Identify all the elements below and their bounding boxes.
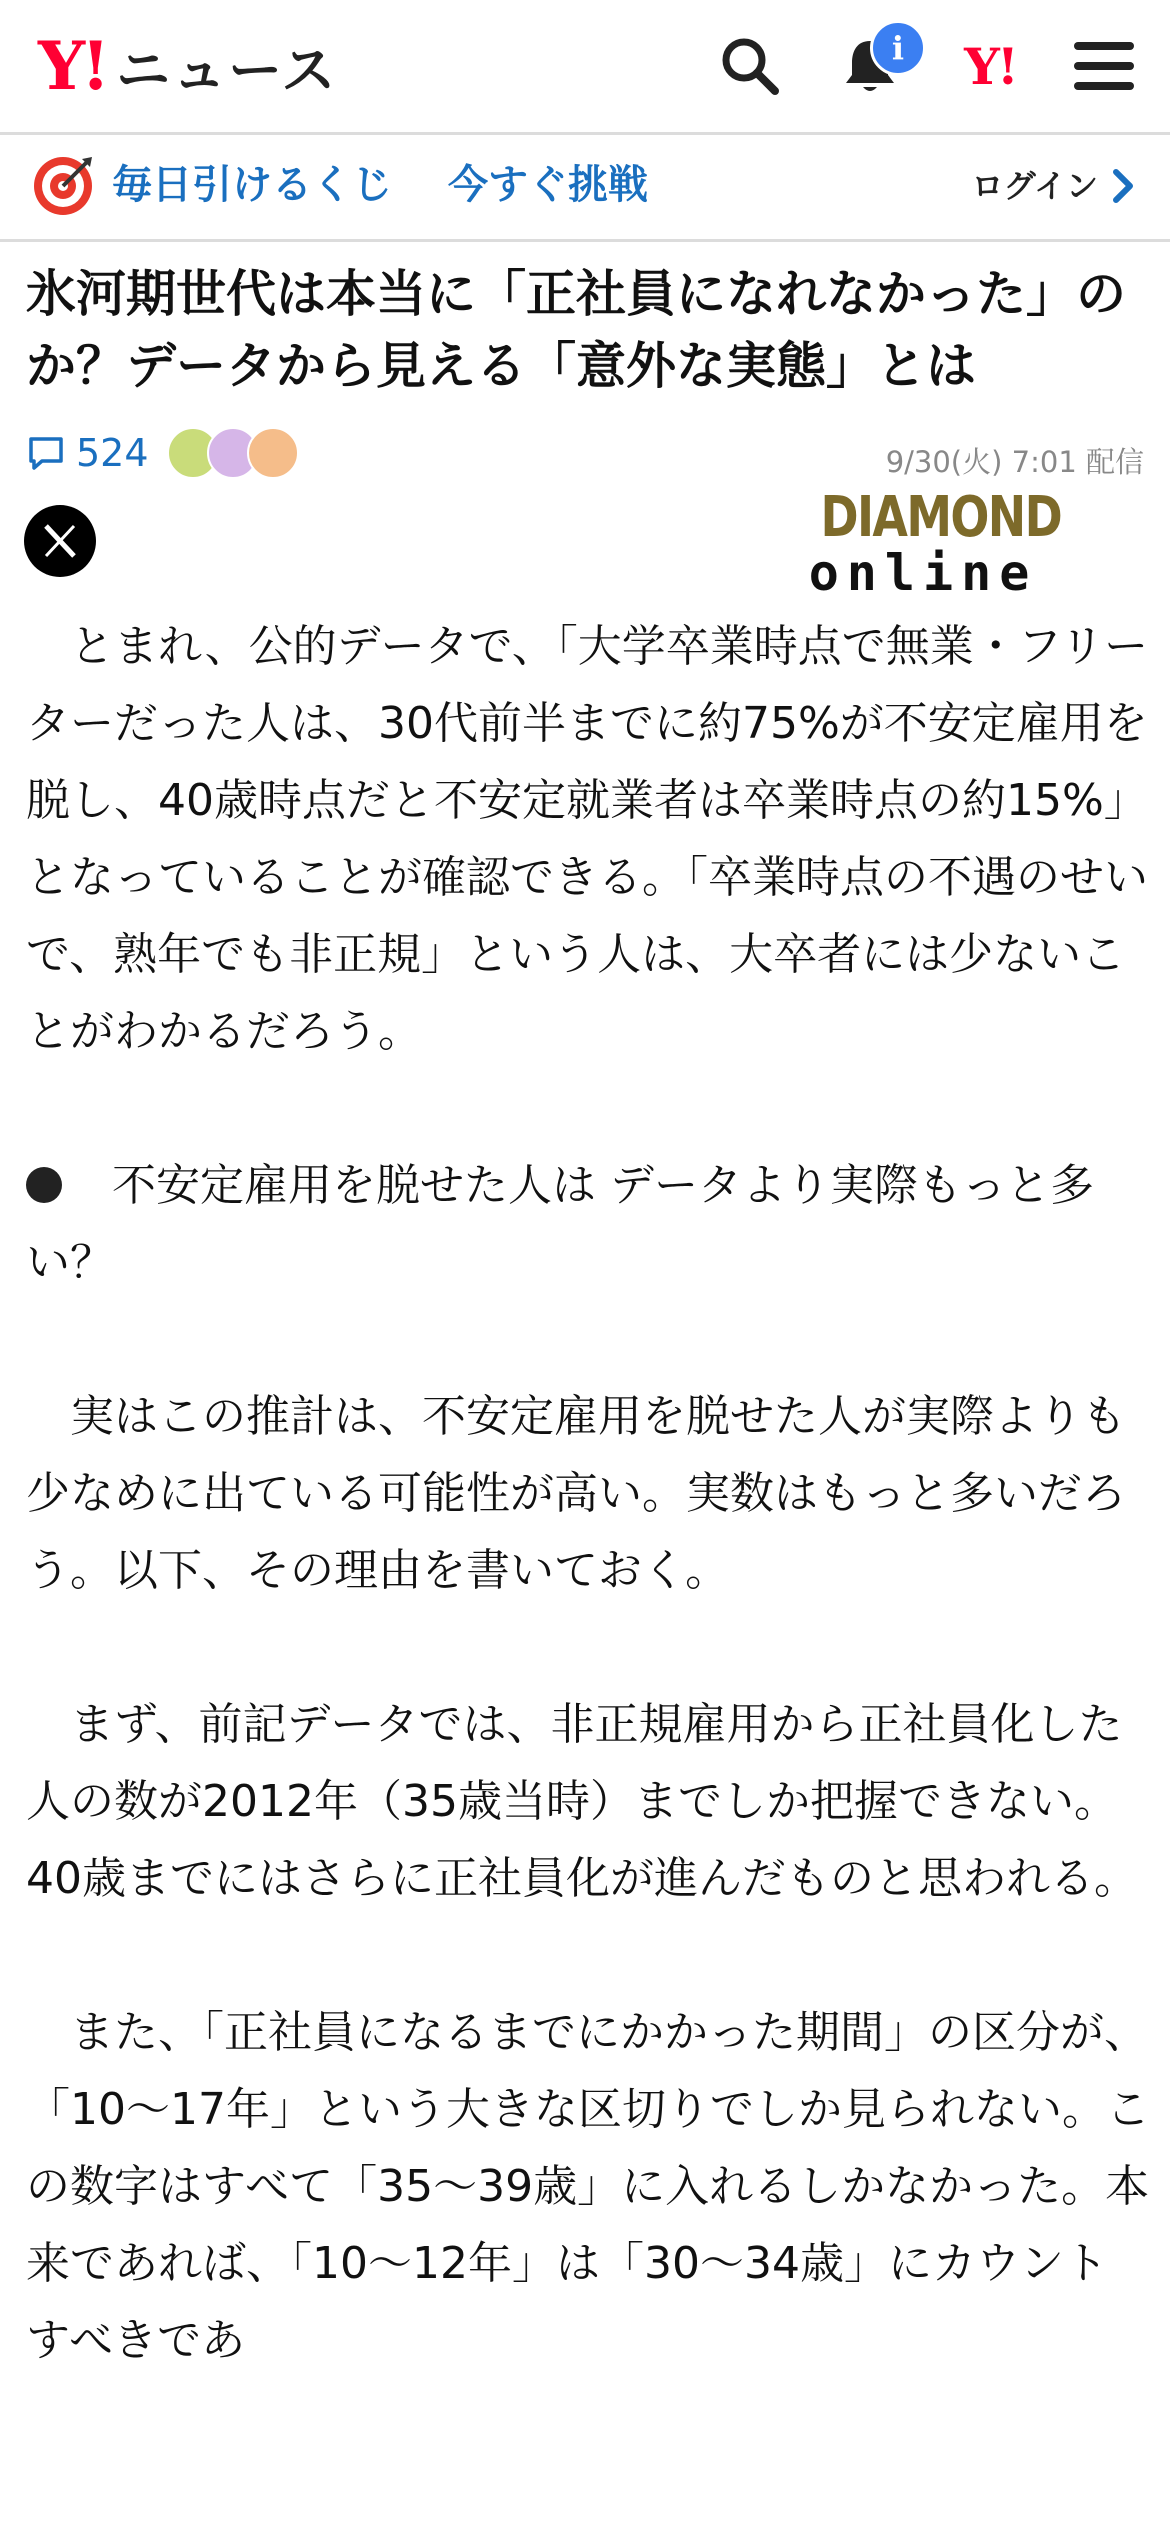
- publisher-name-top: DIAMOND: [820, 485, 1062, 550]
- x-logo-icon: [41, 522, 79, 560]
- article-paragraph: とまれ、公的データで、「大学卒業時点で無業・フリーターだった人は、30代前半までに約75%が不安定雇用を脱し、40歳時点だと不安定就業者は卒業時点の約15%」となっていることが確認できる。「卒業時点の不遇のせいで、熟年でも非正規」という人は、大卒者には少ないことがわかるだろう。: [26, 621, 1148, 1057]
- subheading-text: 不安定雇用を脱せた人は データより実際もっと多い？: [26, 1160, 1094, 1288]
- chevron-right-icon: [1108, 168, 1136, 204]
- login-label: ログイン: [971, 167, 1098, 205]
- daily-lottery-link[interactable]: 毎日引けるくじ: [112, 162, 392, 208]
- challenge-now-link[interactable]: 今すぐ挑戦: [448, 162, 648, 208]
- comment-count[interactable]: 524: [76, 431, 149, 475]
- publisher-name-bottom: online: [808, 544, 1038, 602]
- app-header: [0, 0, 1170, 135]
- yahoo-news-logo[interactable]: [38, 28, 337, 104]
- article-paragraph: また、「正社員になるまでにかかった期間」の区分が、「10～17年」という大きな区切りでしか見られない。この数字はすべて「35～39歳」に入れるしかなかった。本来であれば、「10～12年」は「30～34歳」にカウントすべきであ: [26, 2007, 1150, 2366]
- x-share-button[interactable]: [24, 505, 96, 577]
- article-meta: [26, 418, 297, 488]
- notification-badge: i: [870, 20, 926, 76]
- article-subheading: [26, 1147, 1150, 1301]
- article-paragraph: まず、前記データでは、非正規雇用から正社員化した人の数が2012年（35歳当時）までしか把握できない。40歳までにはさらに正社員化が進んだものと思われる。: [26, 1699, 1138, 1904]
- publish-date: 9/30(火) 7:01 配信: [885, 445, 1144, 479]
- bullet-icon: [26, 1167, 62, 1203]
- logo-mark: Y!: [38, 27, 107, 105]
- logo-text: ニュース: [116, 38, 338, 102]
- search-icon[interactable]: [712, 28, 788, 104]
- reaction-faces[interactable]: [167, 427, 297, 479]
- yahoo-mark: Y!: [964, 36, 1016, 96]
- yahoo-home-link[interactable]: [948, 28, 1032, 104]
- comment-icon[interactable]: [26, 433, 66, 473]
- publisher-logo[interactable]: [798, 485, 1062, 602]
- login-link[interactable]: [972, 161, 1136, 211]
- article-body: [26, 608, 1150, 2379]
- hamburger-menu-icon[interactable]: [1066, 28, 1142, 104]
- reaction-face-orange-icon: [247, 427, 299, 479]
- promo-bar: [0, 135, 1170, 242]
- article-paragraph: 実はこの推計は、不安定雇用を脱せた人が実際よりも少なめに出ている可能性が高い。実数はもっと多いだろう。以下、その理由を書いておく。: [26, 1391, 1126, 1596]
- article-title: 氷河期世代は本当に「正社員になれなかった」のか？データから見える「意外な実態」とは: [26, 265, 1126, 395]
- target-icon: [30, 153, 96, 219]
